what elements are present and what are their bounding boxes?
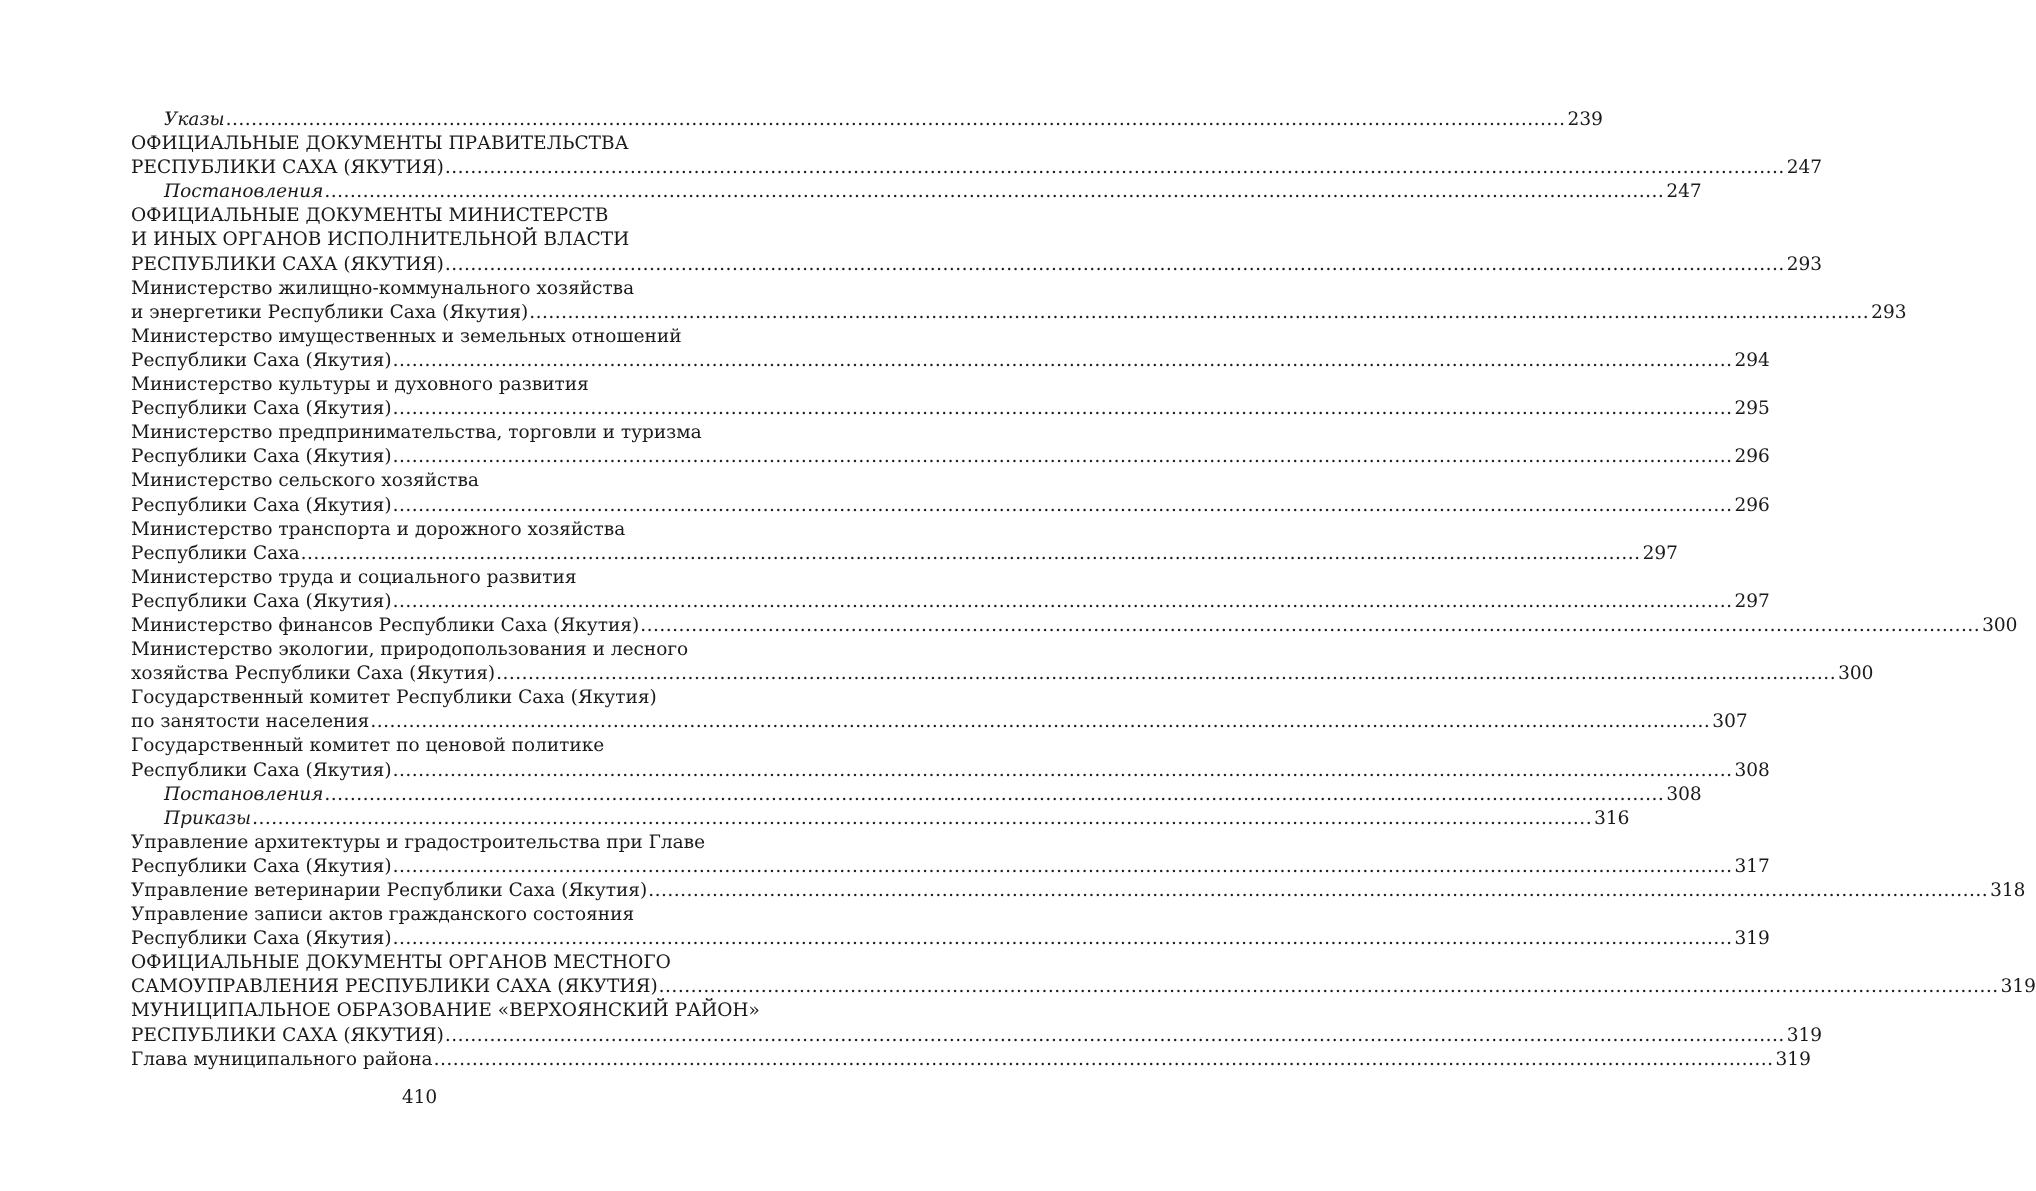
toc-entry [131, 542, 1678, 566]
toc-entry [131, 566, 722, 590]
toc-entry [131, 301, 1907, 325]
toc-entry [131, 253, 1823, 277]
toc-entry-title: Министерство труда и социального развития [131, 566, 577, 588]
toc-entry-title: Министерство культуры и духовного развития [131, 374, 589, 396]
toc-entry-title: РЕСПУБЛИКИ САХА (ЯКУТИЯ) [131, 253, 444, 275]
toc-entry-title: и энергетики Республики Саха (Якутия) [131, 301, 529, 323]
toc-entry [131, 180, 1702, 204]
toc-entry [131, 975, 2036, 999]
toc-entry [131, 132, 722, 156]
toc-entry-title: МУНИЦИПАЛЬНОЕ ОБРАЗОВАНИЕ «ВЕРХОЯНСКИЙ РАЙОН» [131, 1000, 760, 1022]
toc-entry-page: 294 [1734, 349, 1770, 371]
toc-entry [131, 807, 1630, 831]
dot-leader [393, 927, 1733, 951]
toc-entry-title: Приказы [164, 807, 252, 829]
toc-entry-page: 296 [1734, 494, 1770, 516]
toc-entry [131, 108, 1603, 132]
dot-leader [445, 1024, 1785, 1048]
toc-entry-title: Постановления [164, 783, 324, 805]
toc-entry-title: Министерство сельского хозяйства [131, 470, 479, 492]
toc-entry-title: Управление архитектуры и градостроительства при Главе [131, 831, 706, 853]
toc-entry-page: 319 [1786, 1024, 1823, 1046]
toc-entry-page: 300 [1982, 614, 2018, 636]
toc-entry [131, 469, 722, 493]
toc-entry-title: Управление записи актов гражданского состояния [131, 904, 635, 926]
toc-entry-title: ОФИЦИАЛЬНЫЕ ДОКУМЕНТЫ МИНИСТЕРСТВ [131, 205, 609, 227]
toc-entry [131, 710, 1748, 734]
toc-entry [131, 831, 722, 855]
dot-leader [445, 253, 1785, 277]
toc-entry-title: Республики Саха (Якутия) [131, 590, 392, 612]
toc-entry-page: 319 [1775, 1048, 1811, 1070]
toc-entry [131, 686, 722, 710]
toc-entry-page: 308 [1666, 783, 1702, 805]
dot-leader [393, 590, 1733, 614]
toc-entry-page: 247 [1666, 181, 1702, 203]
toc-entry [131, 421, 722, 445]
toc-entry-title: Министерство предпринимательства, торговли и туризма [131, 422, 702, 444]
toc-entry-title: Управление ветеринарии Республики Саха (Якутия) [131, 880, 648, 901]
toc-entry [131, 734, 722, 758]
dot-leader [370, 710, 1710, 734]
dot-leader [659, 975, 1999, 999]
page-number: 410 [401, 1087, 438, 1108]
toc-entry [131, 999, 760, 1023]
toc-entry-title: Республики Саха (Якутия) [131, 928, 392, 950]
toc-entry [131, 638, 722, 662]
toc-entry-title: САМОУПРАВЛЕНИЯ РЕСПУБЛИКИ САХА (ЯКУТИЯ) [131, 976, 658, 998]
toc-entry-title: Постановления [164, 181, 324, 203]
toc-entry [131, 325, 722, 349]
toc-entry-page: 300 [1838, 663, 1874, 685]
toc-entry-page: 297 [1642, 542, 1678, 564]
dot-leader [393, 855, 1733, 879]
toc-entry [131, 590, 1770, 614]
toc-entry [131, 903, 722, 927]
toc-entry-title: Республики Саха (Якутия) [131, 349, 392, 371]
toc-entry [131, 156, 1823, 180]
toc-entry-page: 247 [1786, 157, 1823, 179]
toc-entry-title: хозяйства Республики Саха (Якутия) [131, 663, 496, 685]
toc-entry-page: 307 [1712, 711, 1748, 733]
toc-entry-title: Указы [164, 109, 225, 130]
toc-entry [131, 783, 1702, 807]
toc-entry-page: 295 [1734, 398, 1770, 420]
toc-entry-title: по занятости населения [131, 711, 370, 733]
toc-entry-title: Министерство жилищно-коммунального хозяйства [131, 277, 635, 299]
toc-entry-title: Республики Саха (Якутия) [131, 446, 392, 468]
toc-entry-title: Республики Саха (Якутия) [131, 398, 392, 420]
toc-entry-title: Республики Саха (Якутия) [131, 855, 392, 877]
toc-entry-title: Республики Саха [131, 542, 300, 564]
toc-entry [131, 204, 722, 228]
toc-entry-title: ОФИЦИАЛЬНЫЕ ДОКУМЕНТЫ ПРАВИТЕЛЬСТВА [131, 133, 629, 155]
toc-entry [131, 1048, 1811, 1072]
toc-entry [131, 373, 722, 397]
toc-entry-title: Министерство финансов Республики Саха (Якутия) [131, 614, 640, 636]
dot-leader [648, 879, 1988, 903]
toc-entry [131, 662, 1874, 686]
toc-entry-page: 293 [1871, 301, 1907, 323]
dot-leader [226, 108, 1566, 132]
toc-entry [131, 445, 1770, 469]
toc-entry-page: 297 [1734, 590, 1770, 612]
toc-entry-title: РЕСПУБЛИКИ САХА (ЯКУТИЯ) [131, 1024, 444, 1046]
toc-entry [131, 397, 1770, 421]
toc-entry [131, 277, 722, 301]
dot-leader [324, 180, 1664, 204]
dot-leader [393, 759, 1733, 783]
table-of-contents [131, 108, 2036, 1072]
toc-entry [131, 759, 1770, 783]
toc-entry-title: РЕСПУБЛИКИ САХА (ЯКУТИЯ) [131, 157, 444, 179]
dot-leader [301, 542, 1641, 566]
toc-entry-title: Республики Саха (Якутия) [131, 759, 392, 781]
toc-entry-page: 239 [1567, 109, 1603, 130]
toc-entry [131, 494, 1770, 518]
toc-entry-page: 319 [1734, 928, 1770, 950]
toc-entry-title: Государственный комитет по ценовой политике [131, 735, 605, 757]
dot-leader [445, 156, 1785, 180]
toc-entry [131, 349, 1770, 373]
dot-leader [640, 614, 1980, 638]
toc-entry-title: Министерство экологии, природопользования и лесного [131, 639, 689, 661]
toc-entry [131, 228, 722, 252]
toc-entry-page: 316 [1594, 807, 1630, 829]
toc-entry-title: Республики Саха (Якутия) [131, 494, 392, 516]
toc-entry-title: Министерство имущественных и земельных отношений [131, 325, 682, 347]
toc-entry-page: 319 [2000, 976, 2036, 998]
dot-leader [529, 301, 1869, 325]
toc-entry [131, 879, 2026, 903]
toc-entry-title: Министерство транспорта и дорожного хозяйства [131, 518, 626, 540]
toc-entry-page: 318 [1990, 880, 2026, 901]
toc-entry-page: 308 [1734, 759, 1770, 781]
toc-entry [131, 518, 722, 542]
dot-leader [324, 783, 1664, 807]
toc-entry [131, 855, 1770, 879]
toc-entry-title: ОФИЦИАЛЬНЫЕ ДОКУМЕНТЫ ОРГАНОВ МЕСТНОГО [131, 952, 671, 974]
toc-entry-title: Глава муниципального района [131, 1048, 433, 1070]
dot-leader [393, 349, 1733, 373]
dot-leader [393, 397, 1733, 421]
toc-entry-page: 296 [1734, 446, 1770, 468]
toc-entry-title: И ИНЫХ ОРГАНОВ ИСПОЛНИТЕЛЬНОЙ ВЛАСТИ [131, 229, 630, 251]
dot-leader [434, 1048, 1774, 1072]
dot-leader [496, 662, 1836, 686]
toc-entry [131, 927, 1770, 951]
dot-leader [252, 807, 1592, 831]
toc-entry-page: 317 [1734, 855, 1770, 877]
toc-entry-page: 293 [1786, 253, 1823, 275]
dot-leader [393, 494, 1733, 518]
toc-entry [131, 614, 2018, 638]
dot-leader [393, 445, 1733, 469]
toc-entry [131, 1024, 1823, 1048]
toc-entry [131, 951, 722, 975]
toc-entry-title: Государственный комитет Республики Саха (Якутия) [131, 687, 657, 709]
